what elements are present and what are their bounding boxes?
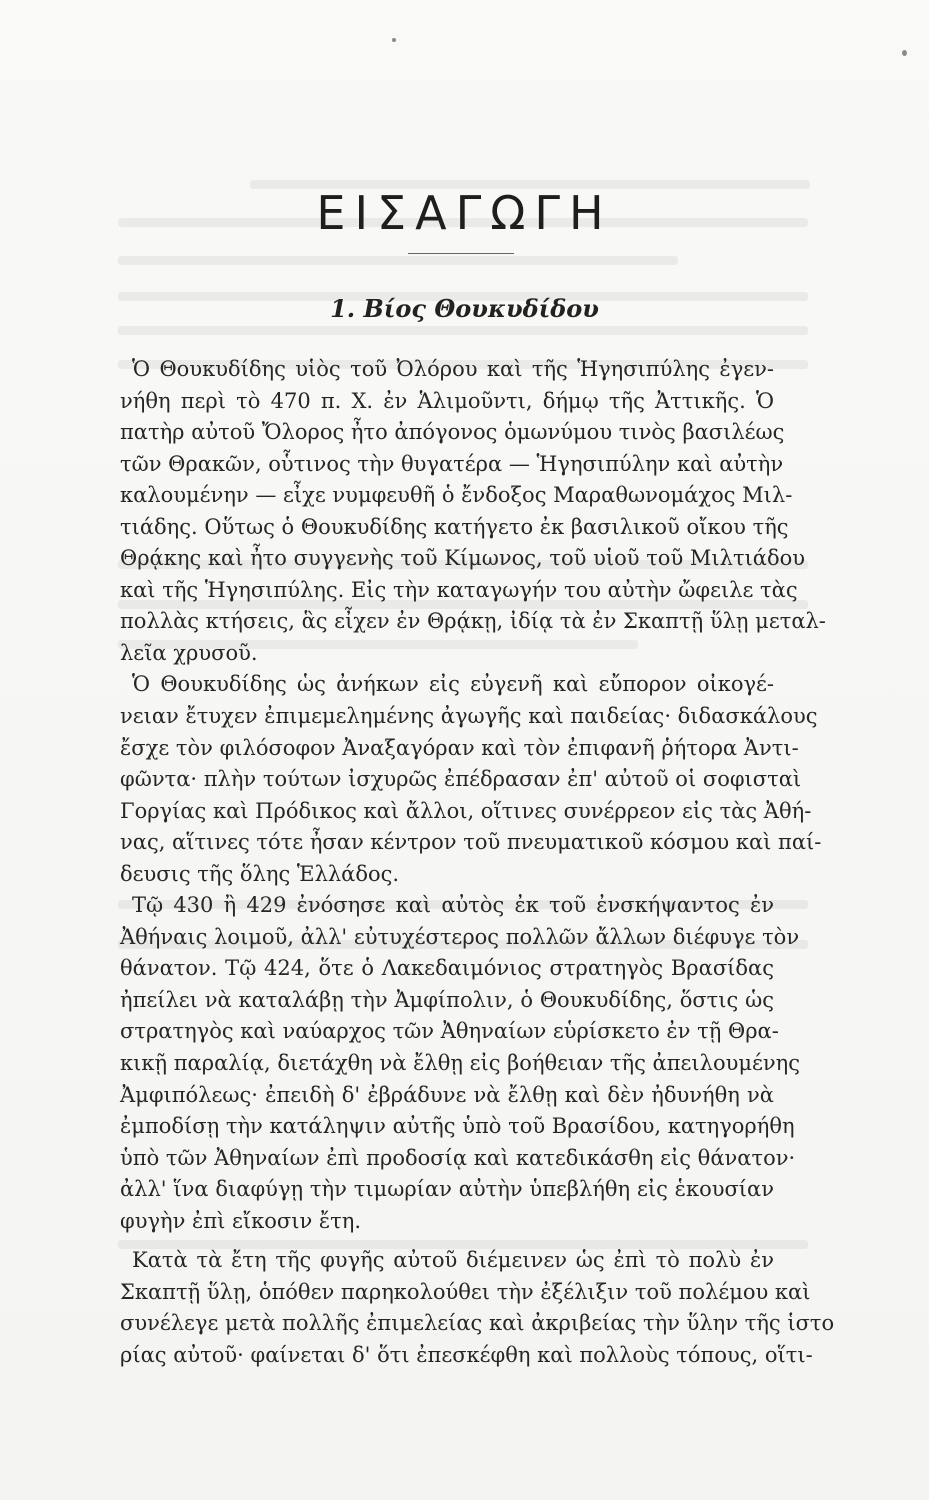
text-line: πατὴρ αὐτοῦ Ὄλορος ἦτο ἀπόγονος ὁμωνύμου τινὸς βασιλέως bbox=[120, 420, 785, 445]
text-line: φυγὴν ἐπὶ εἴκοσιν ἔτη. bbox=[120, 1208, 362, 1233]
text-line: νας, αἵτινες τότε ἦσαν κέντρον τοῦ πνευματικοῦ κόσμου καὶ παί- bbox=[120, 830, 822, 855]
text-line: ἐμποδίσῃ τὴν κατάληψιν αὐτῆς ὑπὸ τοῦ Βρασίδου, κατηγορήθη bbox=[120, 1114, 795, 1139]
text-line: λεῖα χρυσοῦ. bbox=[120, 640, 258, 665]
text-line: Κατὰ τὰ ἔτη τῆς φυγῆς αὐτοῦ διέμεινεν ὡς ἐπὶ τὸ πολὺ ἐν bbox=[132, 1248, 774, 1273]
text-line: νειαν ἔτυχεν ἐπιμεμελημένης ἀγωγῆς καὶ παιδείας· διδασκάλους bbox=[120, 704, 818, 729]
speck bbox=[392, 38, 396, 42]
text-line: Ὁ Θουκυδίδης υἱὸς τοῦ Ὀλόρου καὶ τῆς Ἡγησιπύλης ἐγεν- bbox=[132, 357, 774, 381]
text-line: Ἀθήναις λοιμοῦ, ἀλλ' εὐτυχέστερος πολλῶν ἄλλων διέφυγε τὸν bbox=[120, 924, 800, 949]
text-line: ὑπὸ τῶν Ἀθηναίων ἐπὶ προδοσίᾳ καὶ κατεδικάσθη εἰς θάνατον· bbox=[120, 1145, 796, 1170]
title-divider bbox=[408, 253, 514, 254]
text-line: στρατηγὸς καὶ ναύαρχος τῶν Ἀθηναίων εὑρίσκετο ἐν τῇ Θρα- bbox=[120, 1019, 779, 1044]
page-title: ΕΙΣΑΓΩΓΗ bbox=[316, 186, 613, 240]
text-line: κικῇ παραλίᾳ, διετάχθη νὰ ἔλθῃ εἰς βοήθειαν τῆς ἀπειλουμένης bbox=[120, 1051, 800, 1076]
text-line: νήθη περὶ τὸ 470 π. Χ. ἐν Ἁλιμοῦντι, δήμῳ τῆς Ἀττικῆς. Ὁ bbox=[120, 388, 774, 413]
text-line: Τῷ 430 ἢ 429 ἐνόσησε καὶ αὐτὸς ἐκ τοῦ ἐνσκήψαντος ἐν bbox=[132, 893, 774, 918]
text-line: πολλὰς κτήσεις, ἃς εἶχεν ἐν Θρᾴκῃ, ἰδίᾳ τὰ ἐν Σκαπτῇ ὕλῃ μεταλ- bbox=[120, 609, 826, 634]
text-line: καὶ τῆς Ἡγησιπύλης. Εἰς τὴν καταγωγήν του αὐτὴν ὤφειλε τὰς bbox=[120, 577, 798, 602]
text-line: ἀλλ' ἵνα διαφύγῃ τὴν τιμωρίαν αὐτὴν ὑπεβλήθη εἰς ἑκουσίαν bbox=[120, 1177, 774, 1202]
text-line: τῶν Θρακῶν, οὗτινος τὴν θυγατέρα — Ἡγησιπύλην καὶ αὐτὴν bbox=[120, 451, 784, 476]
text-line: Σκαπτῇ ὕλῃ, ὁπόθεν παρηκολούθει τὴν ἐξέλιξιν τοῦ πολέμου καὶ bbox=[120, 1279, 811, 1304]
paragraph bbox=[120, 890, 800, 1237]
speck bbox=[902, 50, 907, 56]
text-line: συνέλεγε μετὰ πολλῆς ἐπιμελείας καὶ ἀκριβείας τὴν ὕλην τῆς ἱστο bbox=[120, 1311, 835, 1336]
text-line: Ὁ Θουκυδίδης ὡς ἀνήκων εἰς εὐγενῆ καὶ εὔπορον οἰκογέ- bbox=[132, 672, 774, 697]
text-line: τιάδης. Οὕτως ὁ Θουκυδίδης κατήγετο ἐκ βασιλικοῦ οἴκου τῆς bbox=[120, 514, 789, 539]
paragraph bbox=[120, 1245, 835, 1371]
text-line: Γοργίας καὶ Πρόδικος καὶ ἄλλοι, οἵτινες συνέρρεον εἰς τὰς Ἀθή- bbox=[120, 798, 812, 823]
text-line: ἔσχε τὸν φιλόσοφον Ἀναξαγόραν καὶ τὸν ἐπιφανῆ ῥήτορα Ἀντι- bbox=[120, 735, 799, 760]
paragraph bbox=[120, 669, 822, 890]
text-line: θάνατον. Τῷ 424, ὅτε ὁ Λακεδαιμόνιος στρατηγὸς Βρασίδας bbox=[120, 956, 774, 981]
section-heading: 1. Βίος Θουκυδίδου bbox=[330, 294, 599, 323]
text-line: ρίας αὐτοῦ· φαίνεται δ' ὅτι ἐπεσκέφθη καὶ πολλοὺς τόπους, οἵτι- bbox=[120, 1342, 813, 1367]
text-line: φῶντα· πλὴν τούτων ἰσχυρῶς ἐπέδρασαν ἐπ' αὐτοῦ οἱ σοφισταὶ bbox=[120, 767, 802, 792]
paragraph-gap bbox=[120, 1237, 774, 1245]
text-line: Θρᾴκης καὶ ἦτο συγγενὴς τοῦ Κίμωνος, τοῦ υἱοῦ τοῦ Μιλτιάδου bbox=[120, 546, 806, 571]
body-text bbox=[120, 354, 835, 1372]
paragraph bbox=[120, 354, 826, 669]
text-line: καλουμένην — εἶχε νυμφευθῆ ὁ ἔνδοξος Μαραθωνομάχος Μιλ- bbox=[120, 483, 793, 508]
text-line: ἠπείλει νὰ καταλάβῃ τὴν Ἀμφίπολιν, ὁ Θουκυδίδης, ὅστις ὡς bbox=[120, 987, 774, 1012]
text-line: Ἀμφιπόλεως· ἐπειδὴ δ' ἐβράδυνε νὰ ἔλθῃ καὶ δὲν ἠδυνήθη νὰ bbox=[120, 1082, 774, 1107]
text-line: δευσις τῆς ὅλης Ἑλλάδος. bbox=[120, 861, 400, 886]
